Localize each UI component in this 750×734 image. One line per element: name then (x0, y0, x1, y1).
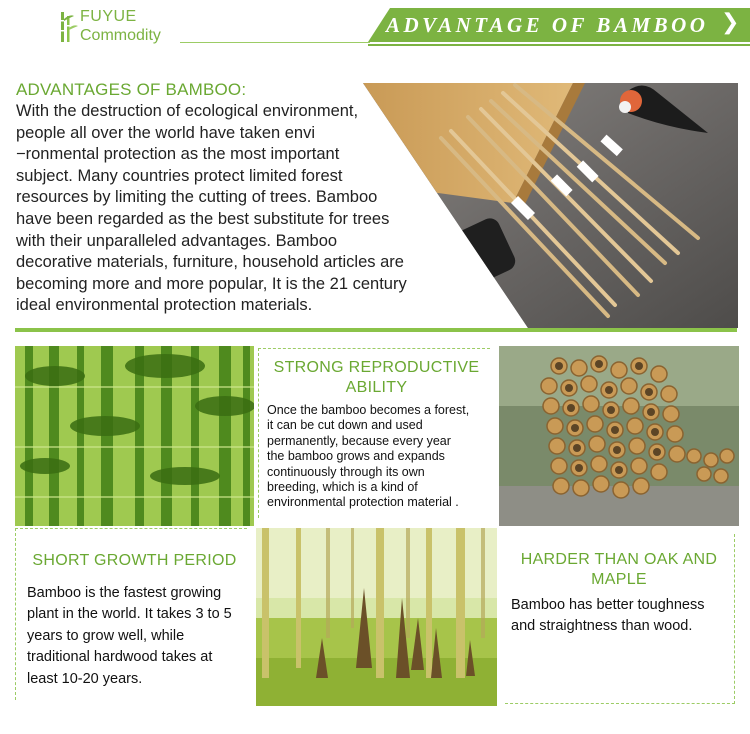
intro-line: decorative materials, furniture, household articles are (16, 253, 404, 272)
intro-line: −ronmental protection as the most important (16, 145, 340, 164)
intro-line: have been regarded as the best substitute for trees (16, 209, 390, 228)
brand-logo[interactable] (58, 8, 176, 46)
intro-paragraph (16, 101, 456, 317)
page-header (0, 0, 750, 52)
header-divider (180, 42, 370, 43)
feature-growth (15, 528, 254, 706)
bamboo-poles-photo (499, 346, 739, 526)
feature-description: Once the bamboo becomes a forest, it can be cut down and used permanently, because every year the bamboo grows and expands continuously through its own breeding, which is a kind of environmental protection material . (267, 403, 470, 510)
bamboo-logo-icon (58, 10, 80, 44)
bamboo-shoots-photo (256, 528, 497, 706)
bamboo-poles-illustration (499, 346, 739, 526)
brand-name: FUYUE (80, 8, 137, 25)
bamboo-forest-illustration (15, 346, 254, 526)
intro-line: ideal environmental protection materials. (16, 296, 313, 315)
bamboo-shoots-illustration (256, 528, 497, 706)
intro-line: becoming more and more popular, It is the 21 century (16, 274, 407, 293)
intro-line: resources by limiting the cutting of trees. Bamboo (16, 188, 378, 207)
header-title: ADVANTAGE OF BAMBOO (386, 13, 709, 37)
intro-line: subject. Many countries protect limited forest (16, 166, 343, 185)
bamboo-forest-photo (15, 346, 254, 526)
intro-title: ADVANTAGES OF BAMBOO: (16, 80, 247, 99)
header-underline (368, 44, 750, 46)
brand-subname: Commodity (80, 27, 161, 44)
chevron-right-icon[interactable]: ❯ (721, 10, 740, 35)
feature-description: Bamboo has better toughness and straightness than wood. (511, 597, 705, 635)
feature-title: SHORT GROWTH PERIOD (32, 552, 237, 569)
feature-title: STRONG REPRODUCTIVE ABILITY (273, 359, 480, 396)
feature-description: Bamboo is the fastest growing plant in the world. It takes 3 to 5 years to grow well, while traditional hardwood takes at least 10-20 years. (27, 585, 232, 687)
intro-line: with their unparalleled advantages. Bamboo (16, 231, 338, 250)
intro-line: people all over the world have taken envi (16, 123, 316, 142)
feature-reproductive (256, 346, 497, 526)
section-divider (15, 328, 737, 332)
intro-line: With the destruction of ecological environment, (16, 102, 359, 120)
feature-harder (499, 528, 739, 706)
feature-title: HARDER THAN OAK AND MAPLE (520, 551, 718, 588)
